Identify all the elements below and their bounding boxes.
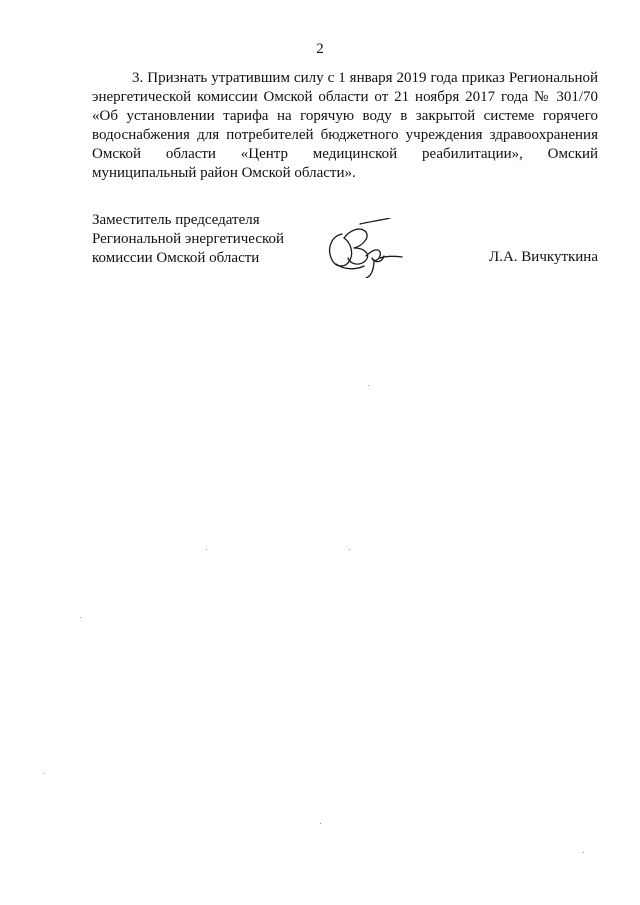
signer-title (92, 211, 322, 268)
scan-speck (80, 617, 81, 618)
signer-name: Л.А. Вичкуткина (489, 249, 598, 265)
signer-title-line-2: Региональной энергетической (92, 231, 285, 247)
signer-title-line-1: Заместитель председателя (92, 212, 260, 228)
paragraph-3: 3. Признать утратившим силу с 1 января 2019 года приказ Региональной энергетической комиссии Омской области от 21 ноября 2017 года № 301/70 «Об установлении тарифа на горячую воду в закрытой системе горячего водоснабжения для потребителей бюджетного учреждения здравоохранения Омской области «Центр медицинской реабилитации», Омский муниципальный район Омской области». (92, 70, 598, 181)
scan-speck (44, 773, 45, 774)
scan-speck (368, 385, 369, 386)
scan-speck (206, 549, 207, 550)
page-number: 2 (316, 41, 324, 57)
handwritten-signature (320, 218, 415, 278)
scan-speck (320, 823, 321, 824)
scan-speck (349, 549, 350, 550)
scan-speck (583, 852, 584, 853)
signer-title-line-3: комиссии Омской области (92, 250, 260, 266)
